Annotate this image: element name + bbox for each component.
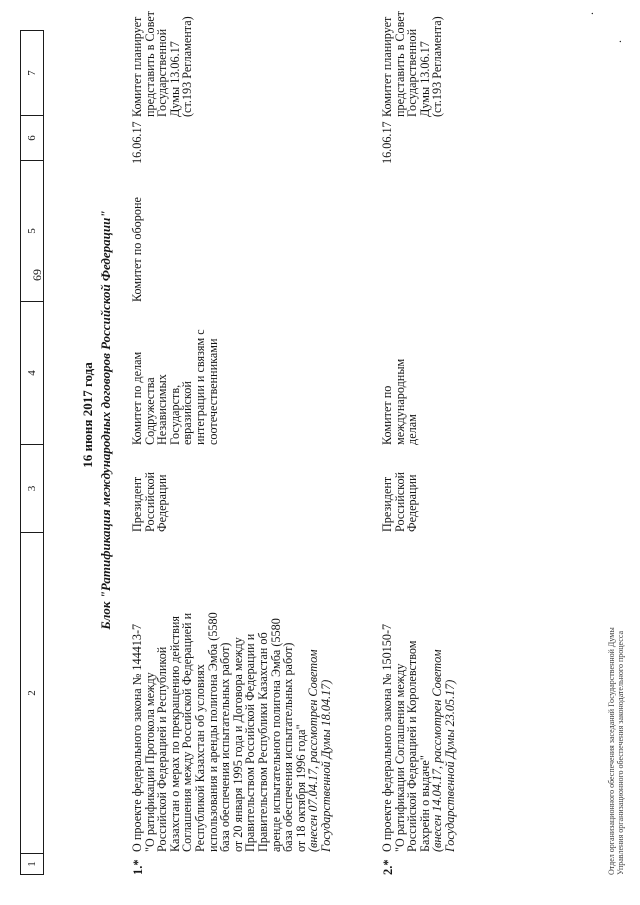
committee-line: Комитет по (380, 385, 394, 445)
footer-line: Управления организационного обеспечения законодательного процесса (616, 630, 625, 875)
initiator-line: Федерации (155, 474, 170, 532)
column-number: 1 (26, 861, 38, 867)
page-number: 69 (30, 269, 44, 281)
entry-line: Правительством Республики Казахстан об (255, 632, 270, 852)
committee-line: международным (392, 358, 407, 445)
entry-line: аренде испытательного полигона Эмба (5580 (268, 618, 283, 852)
remark-line: Думы 13.06.17 (167, 41, 182, 117)
scan-speck: . (582, 12, 596, 15)
column-number: 6 (26, 135, 38, 141)
entry-note-line: (внесен 14.04.17, рассмотрен Советом (430, 649, 445, 852)
entry-line: О проекте федерального закона № 144413-7 (130, 623, 144, 852)
entry-remark (381, 2, 444, 117)
date-heading: 16 июня 2017 года (80, 362, 95, 468)
entry-line: Российской Федерацией и Республикой (155, 646, 170, 852)
initiator-line: Федерации (405, 474, 420, 532)
footer-line: Отдел организационного обеспечения заседаний Государственной Думы (607, 627, 616, 875)
remark-line: (ст.193 Регламента) (180, 16, 195, 117)
remark-line: представить в Совет (392, 10, 407, 117)
entry-date: 16.06.17 (130, 121, 144, 164)
entry-responsible-committee (131, 295, 219, 445)
entry-line: Республикой Казахстан об условиях (192, 664, 207, 852)
entry-line: "О ратификации Протокола между (142, 672, 157, 852)
entry-line: от 18 октября 1996 года" (293, 724, 308, 852)
entry-note-line: Государственной Думы 18.04.17) (318, 679, 333, 852)
committee-line: соотечественниками (205, 338, 220, 445)
entry-date: 16.06.17 (380, 121, 394, 164)
remark-line: Государственной (155, 28, 170, 117)
entry-line: база обеспечения испытательных работ) (281, 642, 296, 852)
initiator-line: Президент (380, 476, 394, 532)
committee-line: интеграции и связям с (192, 329, 207, 445)
column-number: 2 (26, 690, 38, 696)
entry-line: Бахрейн о выдаче" (417, 755, 432, 852)
entry-line: Правительством Российской Федерации и (243, 633, 258, 852)
remark-line: Комитет планирует (380, 16, 394, 117)
column-number: 3 (26, 485, 38, 492)
committee-line: евразийской (180, 381, 195, 445)
entry-number: 2.* (381, 859, 395, 875)
entry-line: "О ратификации Соглашения между (392, 663, 407, 852)
remark-line: Думы 13.06.17 (417, 41, 432, 117)
committee-line: делам (405, 414, 420, 445)
column-number: 7 (26, 70, 38, 76)
block-heading: Блок "Ратификация международных договоров Российской Федерации" (98, 210, 113, 630)
entry-line: от 20 января 1995 года и Договора между (230, 637, 245, 852)
entry-line: Соглашения между Российской Федерацией и (180, 612, 195, 852)
entry-co-executor (131, 172, 144, 302)
committee-line: Государств, (167, 384, 182, 445)
entry-line: использования и аренды полигона Эмба (5580 (205, 612, 220, 852)
committee-line: Содружества (142, 377, 157, 445)
entry-initiator (131, 452, 169, 532)
page-footer (607, 515, 625, 875)
entry-note-line: Государственной Думы 23.05.17) (442, 679, 457, 852)
entry-line: Российской Федерацией и Королевством (405, 640, 420, 852)
initiator-line: Российской (142, 471, 157, 532)
co-executor-line: Комитет по обороне (130, 197, 144, 302)
remark-line: Комитет планирует (130, 16, 144, 117)
entry-bill-description (381, 542, 457, 852)
committee-line: Независимых (155, 374, 170, 445)
scan-speck: . (610, 40, 624, 43)
entry-remark (131, 2, 194, 117)
entry-note-line: (внесен 07.04.17, рассмотрен Советом (306, 649, 321, 852)
column-number-row (20, 30, 44, 875)
entry-line: Казахстан о мерах по прекращению действия (167, 616, 182, 852)
column-number: 5 (26, 228, 38, 234)
column-number: 4 (26, 370, 38, 376)
remark-line: (ст.193 Регламента) (430, 16, 445, 117)
entry-initiator (381, 452, 419, 532)
entry-line: база обеспечения испытательных работ) (218, 642, 233, 852)
entry-responsible-committee (381, 295, 419, 445)
remark-line: представить в Совет (142, 10, 157, 117)
initiator-line: Президент (130, 476, 144, 532)
committee-line: Комитет по делам (130, 351, 144, 445)
entry-bill-description (131, 542, 333, 852)
entry-line: О проекте федерального закона № 150150-7 (380, 623, 394, 852)
remark-line: Государственной (405, 28, 420, 117)
initiator-line: Российской (392, 471, 407, 532)
entry-number: 1.* (131, 859, 145, 875)
